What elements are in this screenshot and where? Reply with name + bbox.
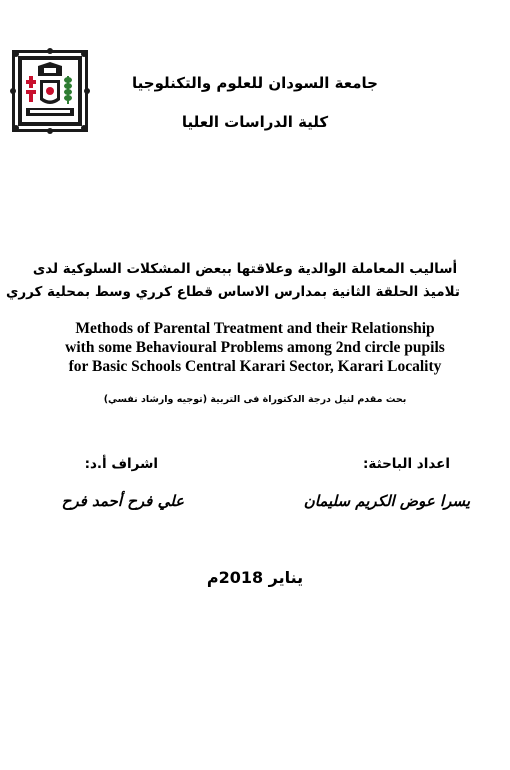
submission-date: يناير 2018م bbox=[206, 568, 304, 587]
university-name: جامعة السودان للعلوم والتكنلوجيا bbox=[132, 74, 378, 92]
supervisor-name: علي فرح أحمد فرح bbox=[61, 492, 184, 510]
supervisor-label: اشراف أ.د: bbox=[84, 456, 158, 472]
english-title-line-3: for Basic Schools Central Karari Sector, Karari Locality bbox=[68, 358, 442, 375]
degree-note: بحث مقدم لنيل درجة الدكتوراة فى التربية (توجيه وارشاد نفسي) bbox=[103, 394, 407, 405]
arabic-title-line-1: أساليب المعاملة الوالدية وعلاقتها ببعض المشكلات السلوكية لدى bbox=[32, 261, 458, 277]
arabic-title-line-2: تلاميذ الحلقة الثانية بمدارس الاساس قطاع كرري وسط بمحلية كرري bbox=[5, 284, 460, 300]
english-title-line-2: with some Behavioural Problems among 2nd circle pupils bbox=[65, 339, 445, 356]
student-name: يسرا عوض الكريم سليمان bbox=[303, 492, 470, 510]
prepared-by-label: اعداد الباحثة: bbox=[362, 456, 450, 472]
university-seal-icon bbox=[8, 46, 92, 136]
english-title-line-1: Methods of Parental Treatment and their Relationship bbox=[75, 320, 435, 337]
college-name: كلية الدراسات العليا bbox=[181, 113, 329, 131]
